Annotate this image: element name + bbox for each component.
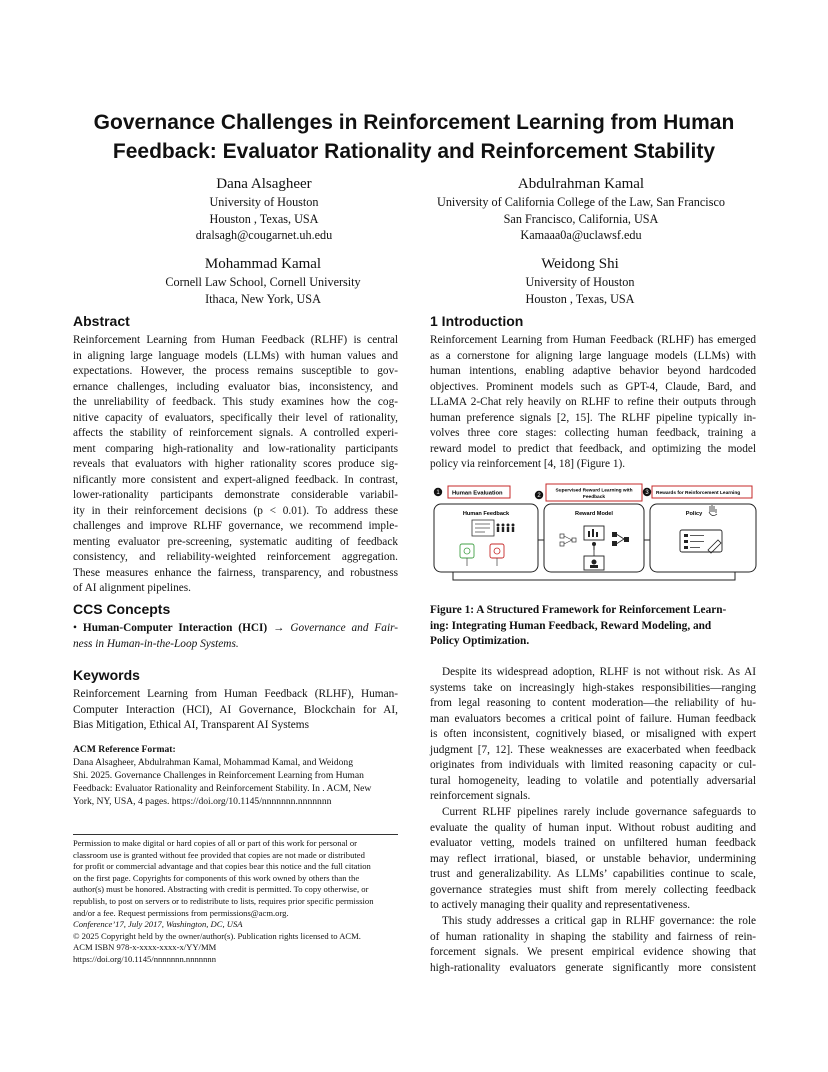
stage-1-label — [434, 486, 510, 498]
text-line: reveals that evaluators with higher rationality scores produce sig- — [73, 458, 398, 470]
text-line: volves three core stages: collecting human feedback, training a — [430, 427, 756, 439]
stage-2-label — [535, 484, 642, 501]
conference-line: Conference’17, July 2017, Washington, DC, USA — [73, 919, 243, 930]
text-line: for profit or commercial advantage and that copies bear this notice and the full citation — [73, 861, 371, 872]
permission-notice — [73, 838, 398, 966]
presentation-icon — [584, 526, 604, 550]
title-line-2: Feedback: Evaluator Rationality and Reinforcement Stability — [112, 140, 716, 163]
author-block-4 — [460, 254, 700, 307]
text-line: republish, to post on servers or to redistribute to lists, requires prior specific permission — [73, 895, 374, 906]
author-affiliation: University of Houston — [525, 275, 635, 289]
stage-number-3: 3 — [645, 490, 649, 497]
text-line: to actively managing their quality and representativeness. — [430, 899, 691, 911]
text-line: affects the stability of reinforcement signals. A controlled experi- — [73, 427, 398, 439]
network-icon — [560, 534, 576, 546]
text-line: Reinforcement Learning from Human Feedback (RLHF), Human- — [73, 688, 398, 700]
text-line: expectations. However, the process remains susceptible to gov- — [73, 365, 398, 377]
acm-ref-heading: ACM Reference Format: — [73, 744, 176, 755]
body-paragraph-1 — [430, 665, 756, 805]
body-paragraph-3 — [430, 914, 756, 976]
text-line: forcement signals. We present empirical evidence showing that — [430, 946, 756, 958]
author-affiliation: University of California College of the Law, San Francisco — [437, 195, 725, 209]
text-line: is often inconsistent, cognitively biased, or misaligned with expert — [430, 728, 756, 740]
author-affiliation: University of Houston — [209, 195, 319, 209]
text-line: Permission to make digital or hard copies of all or part of this work for personal or — [73, 838, 358, 848]
reward-model-label: Reward Model — [575, 511, 613, 517]
ccs-term: Human-Computer Interaction (HCI) — [82, 622, 268, 634]
text-line: the unreliability of feedback. This study examines how the cog- — [73, 396, 398, 408]
text-line: policy via reinforcement [4, 18] (Figure 1). — [430, 458, 626, 470]
stage-3-text: Rewards for Reinforcement Learning — [656, 491, 741, 496]
abstract-body — [73, 333, 398, 597]
keywords-body — [73, 687, 398, 734]
text-line: on the first page. Copyrights for components of this work owned by others than the — [73, 872, 360, 883]
author-location: San Francisco, California, USA — [503, 211, 659, 226]
text-line: Despite its widespread adoption, RLHF is not without risk. As AI — [442, 666, 756, 678]
intro-heading: 1 Introduction — [430, 313, 524, 329]
copyright-line: © 2025 Copyright held by the owner/author(s). Publication rights licensed to ACM. — [73, 930, 361, 941]
author-name: Dana Alsagheer — [216, 176, 312, 192]
text-line: Shi. 2025. Governance Challenges in Reinforcement Learning from Human — [73, 770, 364, 781]
text-line: evaluator vetting, models trained on unfiltered human feedback — [430, 837, 756, 849]
reject-icon — [490, 544, 504, 566]
text-line: Current RLHF pipelines rarely include governance safeguards to — [442, 806, 756, 818]
text-line: author(s) must be honored. Abstracting with credit is permitted. To copy otherwise, or — [73, 884, 369, 895]
author-email[interactable]: Kamaaa0a@uclawsf.edu — [520, 228, 642, 242]
author-block-3 — [118, 254, 408, 307]
text-line: high-rationality evaluators generate significantly more consistent — [430, 961, 756, 974]
text-line: may reflect irrational, biased, or unstable behavior, undermining — [430, 852, 756, 865]
abstract-heading: Abstract — [73, 313, 130, 329]
intro-body — [430, 333, 756, 473]
text-line: from legal reasoning to content moderation—the reliability of hu- — [430, 697, 756, 709]
footnote-divider — [73, 834, 398, 835]
text-line: as a cornerstone for aligning large language models (LLMs) with — [430, 349, 756, 362]
text-line: tural homogeneity, leading to volatile and potentially adversarial — [430, 774, 756, 787]
ccs-desc-2: ness in Human-in-the-Loop Systems. — [73, 637, 239, 650]
text-line: of AI alignment pipelines. — [73, 582, 191, 594]
figure-1-caption — [430, 603, 760, 650]
monitor-icon — [584, 556, 604, 570]
document-icon — [472, 520, 494, 536]
text-line: Reinforcement Learning from Human Feedback (RLHF) is central — [73, 334, 398, 346]
paper-title — [40, 108, 788, 166]
title-line-1: Governance Challenges in Reinforcement Learning from Human — [93, 111, 735, 134]
text-line: challenges and improve RLHF governance, we recommend imple- — [73, 520, 398, 532]
form-icon — [680, 530, 722, 553]
text-line: in aligning large language models (LLMs) with human values and — [73, 349, 398, 362]
text-line: consistency, and reliability-weighted reinforcement aggregation. — [73, 551, 398, 563]
author-block-2 — [404, 174, 758, 244]
policy-label: Policy — [685, 511, 703, 517]
text-line: nificantly more consistent and expert-aligned feedback. In contrast, — [73, 473, 398, 486]
text-line: Figure 1: A Structured Framework for Reinforcement Learn- — [430, 604, 727, 616]
text-line: evaluate the quality of human input. Without robust auditing and — [430, 821, 756, 834]
text-line: reinforcement signals. — [430, 790, 531, 802]
stage-1-text: Human Evaluation — [452, 490, 503, 497]
doi-line[interactable]: https://doi.org/10.1145/nnnnnnn.nnnnnnn — [73, 953, 216, 964]
author-name: Mohammad Kamal — [204, 256, 322, 272]
text-line: classroom use is granted without fee provided that copies are not made or distributed — [73, 849, 365, 860]
figure-1-diagram — [432, 482, 758, 584]
text-line: Bias Mitigation, Ethical AI, Transparent AI Systems — [73, 719, 309, 731]
text-line: Computer Interaction (HCI), AI Governance, Blockchain for AI, — [73, 703, 398, 716]
ccs-desc-1: Governance and Fair- — [290, 622, 399, 634]
text-line: York, NY, USA, 4 pages. https://doi.org/10.1145/nnnnnnn.nnnnnnn — [73, 796, 332, 807]
author-email[interactable]: dralsagh@cougarnet.uh.edu — [195, 228, 333, 242]
policy-box — [650, 504, 756, 572]
text-line: Policy Optimization. — [430, 635, 530, 647]
text-line: governance strategies must shift from merely collecting feedback — [430, 883, 756, 896]
stage-3-label — [643, 486, 752, 498]
stage-number-2: 2 — [537, 493, 541, 500]
text-line: Reinforcement Learning from Human Feedback (RLHF) has emerged — [430, 334, 756, 346]
stage-2-text-2: Feedback — [582, 495, 606, 500]
hand-icon — [709, 505, 717, 516]
text-line: ment comparing high-rationality and low-rationality participants — [73, 442, 398, 455]
text-line: reward model to predict that feedback, and optimizing the model — [430, 442, 756, 455]
author-name: Weidong Shi — [541, 256, 619, 272]
text-line: Feedback: Evaluator Rationality and Reinforcement Stability. In . ACM, New — [73, 783, 372, 794]
text-line: Dana Alsagheer, Abdulrahman Kamal, Mohammad Kamal, and Weidong — [73, 757, 354, 768]
text-line: lower-rationality participants demonstrate considerable variabil- — [73, 489, 398, 501]
author-block-1 — [132, 174, 396, 244]
acm-reference — [73, 743, 398, 808]
author-affiliation: Cornell Law School, Cornell University — [165, 275, 361, 289]
text-line: of human rationality in shaping the stability and fairness of rein- — [430, 930, 756, 943]
isbn-line: ACM ISBN 978-x-xxxx-xxxx-x/YY/MM — [73, 942, 217, 953]
author-name: Abdulrahman Kamal — [517, 176, 645, 192]
text-line: human intentions, enabling adaptive behavior beyond hardcoded — [430, 365, 756, 377]
body-paragraph-2 — [430, 805, 756, 914]
text-line: LLaMA 2-Chat rely heavily on RLHF to refine their outputs through — [430, 396, 756, 408]
stage-number-1: 1 — [436, 490, 440, 497]
text-line: menting evaluator pre-screening, systematic auditing of feedback — [73, 535, 398, 548]
author-location: Houston , Texas, USA — [525, 291, 635, 306]
stage-2-text-1: Supervised Reward Learning with — [555, 488, 633, 494]
keywords-heading: Keywords — [73, 667, 140, 683]
text-line: originates from individuals with limited reasoning capacity or cul- — [430, 759, 756, 771]
ccs-heading: CCS Concepts — [73, 601, 171, 617]
text-line: nitive capacity of evaluators, specifically their level of rationality, — [73, 411, 398, 424]
text-line: ernance challenges, including evaluator bias, inconsistency, and — [73, 380, 398, 393]
author-location: Houston , Texas, USA — [209, 211, 319, 226]
acm-ref-body — [73, 756, 398, 808]
text-line: trust and generalizability. As LLMs’ capabilities continue to scale, — [430, 868, 756, 880]
text-line: systems take on increasingly high-stakes responsibilities—ranging — [430, 681, 756, 694]
text-line: This study addresses a critical gap in RLHF governance: the role — [442, 915, 756, 927]
text-line: ity in their reinforcement decisions (p < 0.01). To address these — [73, 504, 398, 517]
flow-icon — [612, 532, 629, 546]
text-line: judgment [7, 12]. These weaknesses are exacerbated when feedback — [430, 743, 756, 756]
text-line: and/or a fee. Request permissions from permissions@acm.org. — [73, 907, 289, 918]
text-line: objectives. Prominent models such as GPT-4, Claude, Bard, and — [430, 380, 756, 393]
feedback-loop-arrow — [453, 572, 735, 580]
text-line: human preference signals [2, 15]. The RLHF pipeline typically in- — [430, 411, 756, 424]
ccs-body — [73, 621, 398, 652]
text-line: These measures enhance the fairness, transparency, and robustness — [73, 566, 398, 579]
text-line: man evaluators becomes a critical point of failure. Human feedback — [430, 712, 756, 725]
ccs-arrow: → — [273, 622, 285, 634]
human-feedback-label: Human Feedback — [462, 511, 510, 517]
author-location: Ithaca, New York, USA — [205, 291, 321, 306]
ccs-bullet: • — [73, 622, 77, 634]
approve-icon — [460, 544, 474, 566]
text-line: ing: Integrating Human Feedback, Reward Modeling, and — [430, 619, 712, 632]
people-icon — [497, 524, 515, 533]
